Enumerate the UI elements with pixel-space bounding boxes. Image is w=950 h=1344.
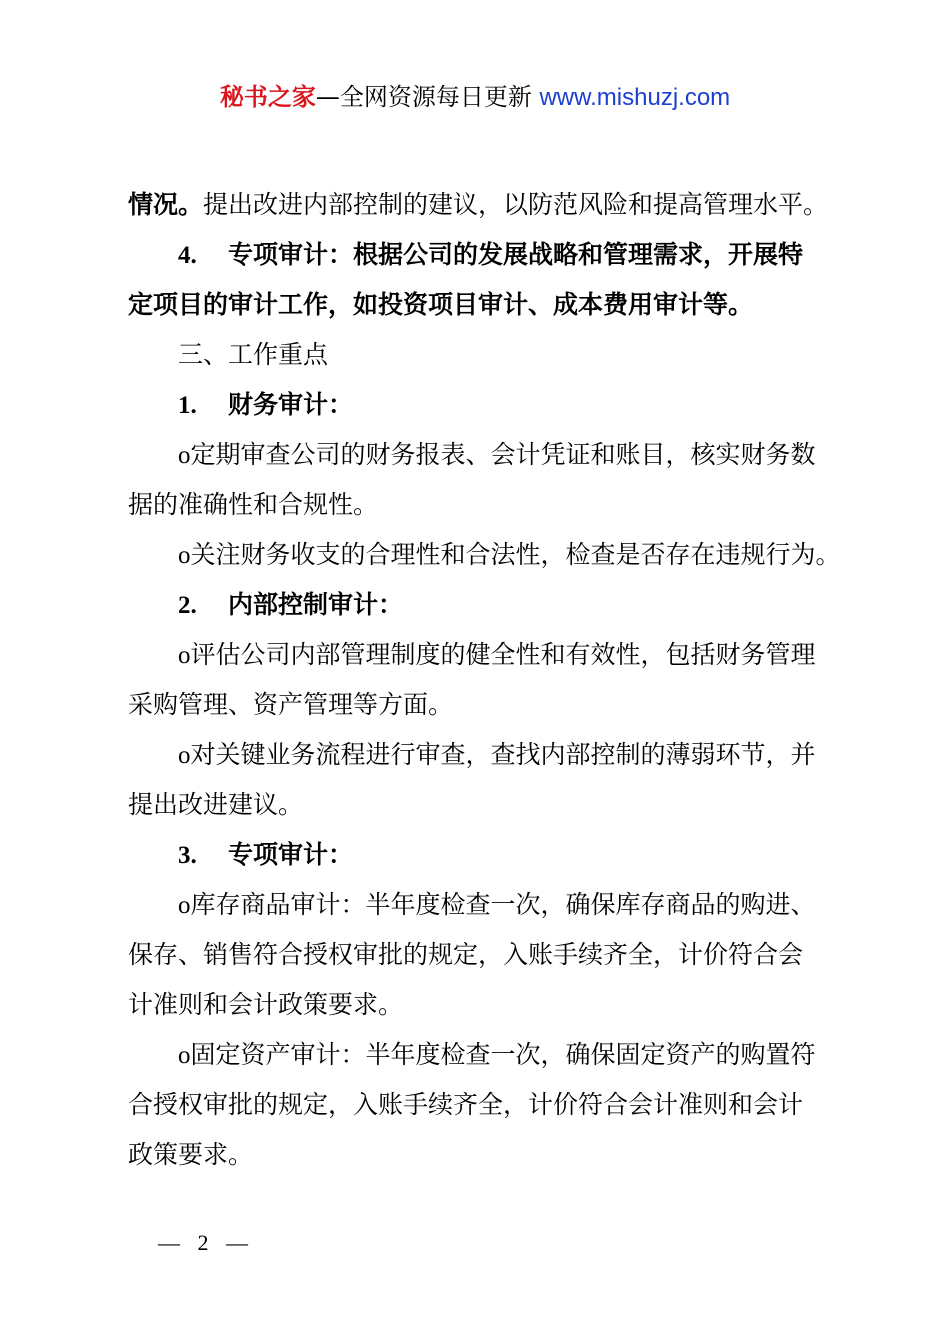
bullet-item — [128, 1030, 838, 1080]
page-number: — 2 — — [158, 1230, 254, 1255]
bullet-item — [128, 430, 838, 480]
bullet-continuation: 政策要求。 — [128, 1140, 254, 1169]
brand-name: 秘书之家 — [219, 83, 316, 111]
bullet-text: 对关键业务流程进行审查，查找内部控制的薄弱环节，并 — [190, 740, 816, 769]
subsection-1-heading — [128, 380, 838, 430]
subsection-title: 财务审计： — [228, 390, 354, 419]
bullet-continuation: 保存、销售符合授权审批的规定，入账手续齐全，计价符合会 — [128, 940, 804, 969]
item-number: 4. — [178, 242, 197, 269]
bullet-continuation: 提出改进建议。 — [128, 790, 304, 819]
site-header — [0, 80, 950, 115]
bullet-text: 库存商品审计：半年度检查一次，确保库存商品的购进、 — [190, 890, 816, 919]
bullet-item — [128, 880, 838, 930]
bullet-item — [128, 530, 841, 580]
subsection-number: 1. — [178, 392, 197, 419]
bullet-item — [128, 630, 838, 680]
subsection-title: 内部控制审计： — [228, 590, 404, 619]
subsection-number: 3. — [178, 842, 197, 869]
bullet-text: 评估公司内部管理制度的健全性和有效性，包括财务管理 — [190, 640, 816, 669]
bullet-icon: o — [178, 642, 191, 669]
section-heading: 三、工作重点 — [178, 340, 329, 369]
subsection-2-heading — [128, 580, 838, 630]
paragraph-text: 提出改进内部控制的建议，以防范风险和提高管理水平。 — [203, 190, 829, 219]
paragraph-continuation — [128, 180, 838, 230]
item-4-line-2: 定项目的审计工作，如投资项目审计、成本费用审计等。 — [128, 290, 754, 319]
bullet-continuation: 合授权审批的规定，入账手续齐全，计价符合会计准则和会计 — [128, 1090, 804, 1119]
bullet-text: 定期审查公司的财务报表、会计凭证和账目，核实财务数 — [190, 440, 816, 469]
header-slogan: —全网资源每日更新 — [315, 83, 540, 111]
item-text: 专项审计：根据公司的发展战略和管理需求，开展特 — [228, 240, 804, 269]
site-url-link[interactable]: www.mishuzj.com — [539, 84, 731, 111]
bullet-text: 固定资产审计：半年度检查一次，确保固定资产的购置符 — [190, 1040, 816, 1069]
bullet-continuation: 采购管理、资产管理等方面。 — [128, 690, 454, 719]
bullet-icon: o — [178, 442, 191, 469]
item-4-line-1 — [128, 230, 838, 280]
bullet-continuation: 计准则和会计政策要求。 — [128, 990, 404, 1019]
subsection-3-heading — [128, 830, 838, 880]
bold-lead: 情况。 — [128, 190, 204, 219]
subsection-number: 2. — [178, 592, 197, 619]
bullet-icon: o — [178, 892, 191, 919]
document-body — [128, 180, 841, 1180]
bullet-text: 关注财务收支的合理性和合法性，检查是否存在违规行为。 — [190, 540, 841, 569]
subsection-title: 专项审计： — [228, 840, 354, 869]
bullet-continuation: 据的准确性和合规性。 — [128, 490, 379, 519]
bullet-icon: o — [178, 542, 191, 569]
bullet-item — [128, 730, 838, 780]
bullet-icon: o — [178, 1042, 191, 1069]
bullet-icon: o — [178, 742, 191, 769]
